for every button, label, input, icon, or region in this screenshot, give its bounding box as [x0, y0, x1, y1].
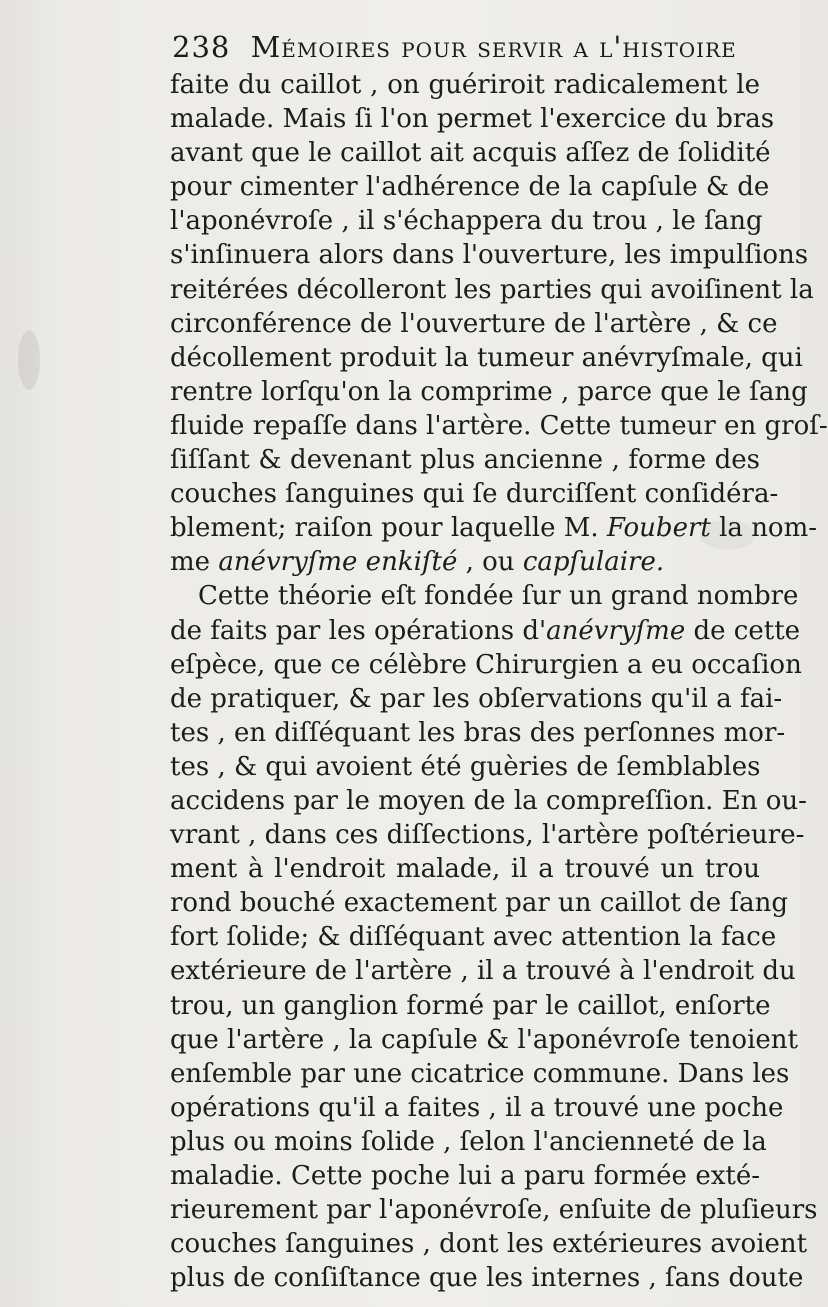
text-line: extérieure de l'artère , il a trouvé à l'endroit du — [170, 956, 796, 987]
text-line: de faits par les opérations d'anévryſme de cette — [170, 615, 801, 646]
italic-term: capſulaire. — [522, 547, 665, 578]
text-line: ſiſſant & devenant plus ancienne , forme des — [170, 445, 760, 476]
text-line: rieurement par l'aponévroſe, enſuite de pluſieurs — [170, 1195, 818, 1226]
text-line: malade. Mais ſi l'on permet l'exercice du bras — [170, 104, 775, 135]
text-line: fort ſolide; & diſſéquant avec attention la face — [170, 922, 777, 953]
text-line: maladie. Cette poche lui a paru formée exté- — [170, 1161, 760, 1191]
italic-term: anévryſme enkiſté — [218, 547, 458, 578]
text-line: l'aponévroſe , il s'échappera du trou , le ſang — [170, 206, 763, 237]
text-line: circonférence de l'ouverture de l'artère , & ce — [170, 308, 778, 339]
page-number: 238 — [172, 30, 231, 64]
text-line: accidens par le moyen de la compreſſion. En ou- — [170, 785, 807, 816]
text-line: blement; raiſon pour laquelle M. Foubert la nom- — [170, 513, 818, 544]
italic-term: Foubert — [606, 513, 711, 544]
page-header — [172, 30, 772, 70]
text-line: ment à l'endroit malade, il a trouvé un trou — [170, 854, 760, 885]
text-line: opérations qu'il a faites , il a trouvé une poche — [170, 1092, 784, 1123]
text-line: faite du caillot , on guériroit radicalement le — [170, 70, 760, 100]
text-line: couches ſanguines qui ſe durciſſent conſidéra- — [170, 479, 779, 510]
text-line: eſpèce, que ce célèbre Chirurgien a eu occaſion — [170, 649, 802, 680]
text-line: couches ſanguines , dont les extérieures avoient — [170, 1229, 808, 1260]
text-line: fluide repaſſe dans l'artère. Cette tumeur en groſ- — [170, 410, 828, 441]
text-line: me anévryſme enkiſté , ou capſulaire. — [170, 547, 665, 578]
text-line: rentre lorſqu'on la comprime , parce que le ſang — [170, 376, 808, 407]
text-line: enſemble par une cicatrice commune. Dans les — [170, 1058, 790, 1089]
text-line: pour cimenter l'adhérence de la capſule & de — [170, 172, 770, 203]
text-line: tes , & qui avoient été guèries de ſemblables — [170, 751, 761, 782]
text-line: tes , en diſſéquant les bras des perſonnes mor- — [170, 717, 786, 748]
text-line: rond bouché exactement par un caillot de ſang — [170, 888, 788, 919]
text-line: reitérées décolleront les parties qui avoiſinent la — [170, 274, 814, 305]
text-line: plus ou moins ſolide , ſelon l'ancienneté de la — [170, 1126, 767, 1157]
text-line: vrant , dans ces diſſections, l'artère poſtérieure- — [170, 820, 805, 851]
text-line: avant que le caillot ait acquis aſſez de ſolidité — [170, 138, 771, 169]
text-line: s'inſinuera alors dans l'ouverture, les impulſions — [170, 240, 809, 271]
paragraph-first-line: Cette théorie eſt fondée ſur un grand nombre — [198, 581, 799, 612]
text-line: décollement produit la tumeur anévryſmale, qui — [170, 342, 803, 373]
paper-stain — [18, 330, 40, 390]
running-head: Mémoires pour servir a l'histoire — [250, 30, 737, 64]
text-line: plus de conſiſtance que les internes , ſans doute — [170, 1263, 804, 1294]
text-line: que l'artère , la capſule & l'aponévroſe tenoient — [170, 1024, 798, 1055]
body-text — [170, 68, 828, 1295]
text-line: de pratiquer, & par les obſervations qu'il a fai- — [170, 683, 783, 714]
italic-term: anévryſme — [546, 615, 686, 646]
text-line: trou, un ganglion formé par le caillot, enſorte — [170, 990, 771, 1021]
